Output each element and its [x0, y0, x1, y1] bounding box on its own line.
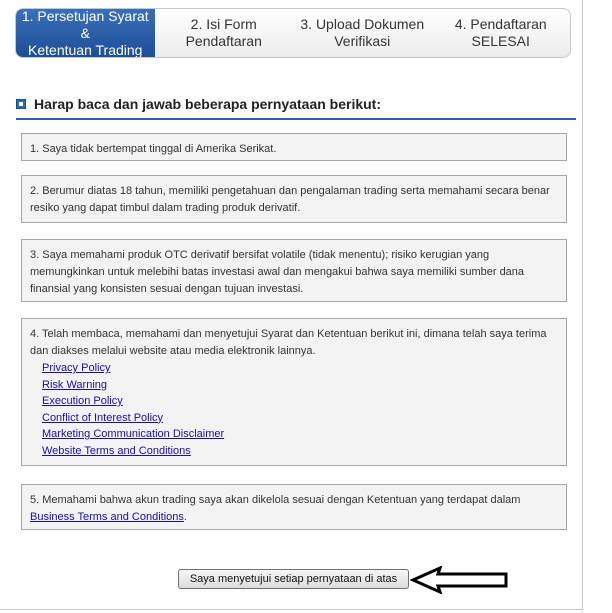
- risk-warning-link[interactable]: Risk Warning: [42, 378, 107, 391]
- step-progress-bar: [15, 8, 571, 58]
- conflict-of-interest-link[interactable]: Conflict of Interest Policy: [42, 411, 164, 424]
- step-1-terms: 1. Persetujan Syarat & Ketentuan Trading: [16, 9, 155, 57]
- statement-4-text: 4. Telah membaca, memahami dan menyetujui Syarat dan Ketentuan berikut ini, dimana telah saya terima dan diakses melalui website atau media elektronik lainnya.: [30, 328, 547, 357]
- website-terms-link[interactable]: Website Terms and Conditions: [42, 444, 191, 457]
- step-4-complete: 4. Pendaftaran SELESAI: [454, 16, 547, 49]
- statement-2: [21, 175, 567, 223]
- terms-link-list: [30, 360, 558, 459]
- statement-1-text: 1. Saya tidak bertempat tinggal di Amerika Serikat.: [30, 143, 277, 155]
- left-arrow-icon: [410, 566, 510, 594]
- agree-button[interactable]: Saya menyetujui setiap pernyataan di atas: [178, 569, 409, 589]
- business-terms-link[interactable]: Business Terms and Conditions: [30, 511, 184, 523]
- statement-1: [21, 133, 567, 161]
- statement-4: [21, 318, 567, 466]
- statement-2-text: 2. Berumur diatas 18 tahun, memiliki pengetahuan dan pengalaman trading serta memahami secara benar resiko yang dapat timbul dalam trading produk derivatif.: [30, 185, 550, 214]
- statement-5-text: 5. Memahami bahwa akun trading saya akan dikelola sesuai dengan Ketentuan yang terdapat dalam: [30, 494, 521, 506]
- execution-policy-link[interactable]: Execution Policy: [42, 395, 123, 407]
- statement-3: [21, 239, 567, 302]
- section-heading-text: Harap baca dan jawab beberapa pernyataan berikut:: [34, 96, 382, 112]
- step-2-form: 2. Isi Form Pendaftaran: [185, 16, 262, 49]
- section-heading: [16, 96, 576, 120]
- bullet-square-icon: [16, 99, 26, 109]
- privacy-policy-link[interactable]: Privacy Policy: [42, 362, 111, 374]
- step-3-upload: 3. Upload Dokumen Verifikasi: [300, 16, 425, 49]
- statement-5: [21, 484, 567, 530]
- statement-3-text: 3. Saya memahami produk OTC derivatif bersifat volatile (tidak menentu); risiko kerugian yang memungkinkan untuk melebihi batas investasi awal dan mengakui bahwa saya memiliki sumber dana finansial yang konsisten sesuai dengan tujuan investasi.: [30, 249, 525, 295]
- statement-5-end: .: [183, 511, 187, 523]
- marketing-disclaimer-link[interactable]: Marketing Communication Disclaimer: [42, 428, 225, 440]
